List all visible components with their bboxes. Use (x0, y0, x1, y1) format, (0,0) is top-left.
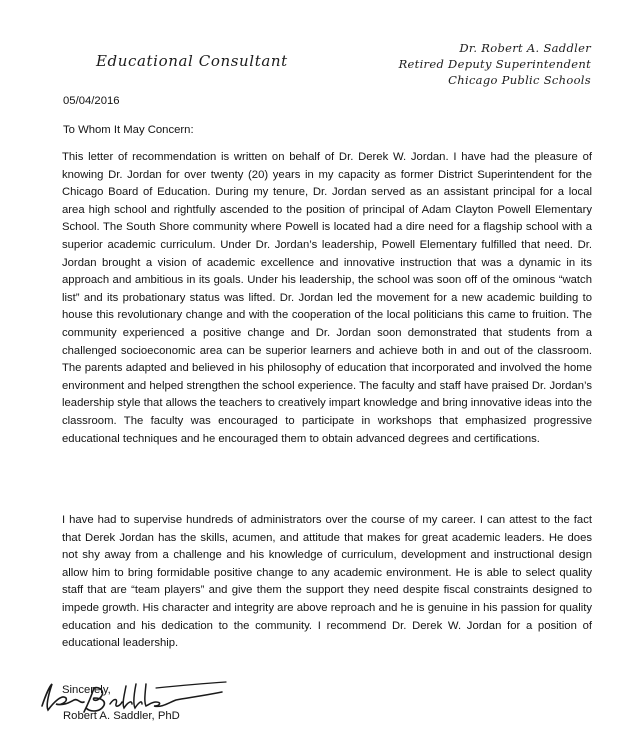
letterhead-sender-role: Retired Deputy Superintendent (398, 57, 591, 71)
letter-paragraph-1: This letter of recommendation is written on behalf of Dr. Derek W. Jordan. I have had the pleasure of knowing Dr. Jordan for over twenty (20) years in my capacity as former District Superintendent for the Chicago Board of Education. During my tenure, Dr. Jordan served as an assistant principal for a local area high school and rightfully ascended to the position of principal of Adam Clayton Powell Elementary School. The South Shore community where Powell is located had a dire need for a flagship school with a superior academic curriculum. Under Dr. Jordan’s leadership, Powell Elementary fulfilled that need. Dr. Jordan brought a vision of academic excellence and innovative instruction that was a dynamic in its approach and ambitious in its goals. Under his leadership, the school was soon off of the ominous “watch list” and its probationary status was lifted. Dr. Jordan led the movement for a new academic building to house this revolutionary change and with the cooperation of the local politicians this came to fruition. The community experienced a positive change and Dr. Jordan soon demonstrated that students from a challenged socioeconomic area can be superior learners and achieve both in and out of the classroom. The parents adapted and believed in his philosophy of education that incorporated and involved the home environment and helped strengthen the school experience. The faculty and staff have praised Dr. Jordan’s leadership style that allows the teachers to creatively impart knowledge and bring innovative ideas into the classroom. The faculty was encouraged to participate in workshops that emphasized progressive educational techniques and he encouraged them to obtain advanced degrees and certifications. (62, 151, 592, 445)
letterhead-title: Educational Consultant (96, 52, 288, 70)
letter-date: 05/04/2016 (63, 95, 120, 107)
letterhead-sender-block (399, 40, 591, 88)
signer-name: Robert A. Saddler, PhD (63, 710, 180, 722)
letterhead-sender-name: Dr. Robert A. Saddler (459, 41, 591, 55)
letter-closing: Sincerely, (62, 684, 111, 696)
letter-paragraph-2: I have had to supervise hundreds of administrators over the course of my career. I can attest to the fact that Derek Jordan has the skills, acumen, and attitude that makes for great academic leaders. He does not shy away from a challenge and his knowledge of curriculum, development and instructional design allow him to bring formidable positive change to any academic environment. He is able to select quality staff that are “team players” and give them the support they need despite fiscal constraints designed to impede growth. His character and integrity are above reproach and he is genuine in his passion for quality education and his dedication to the community. I recommend Dr. Derek W. Jordan for a position of educational leadership. (62, 514, 592, 650)
letter-salutation: To Whom It May Concern: (63, 124, 194, 136)
letterhead-sender-org: Chicago Public Schools (448, 73, 591, 87)
